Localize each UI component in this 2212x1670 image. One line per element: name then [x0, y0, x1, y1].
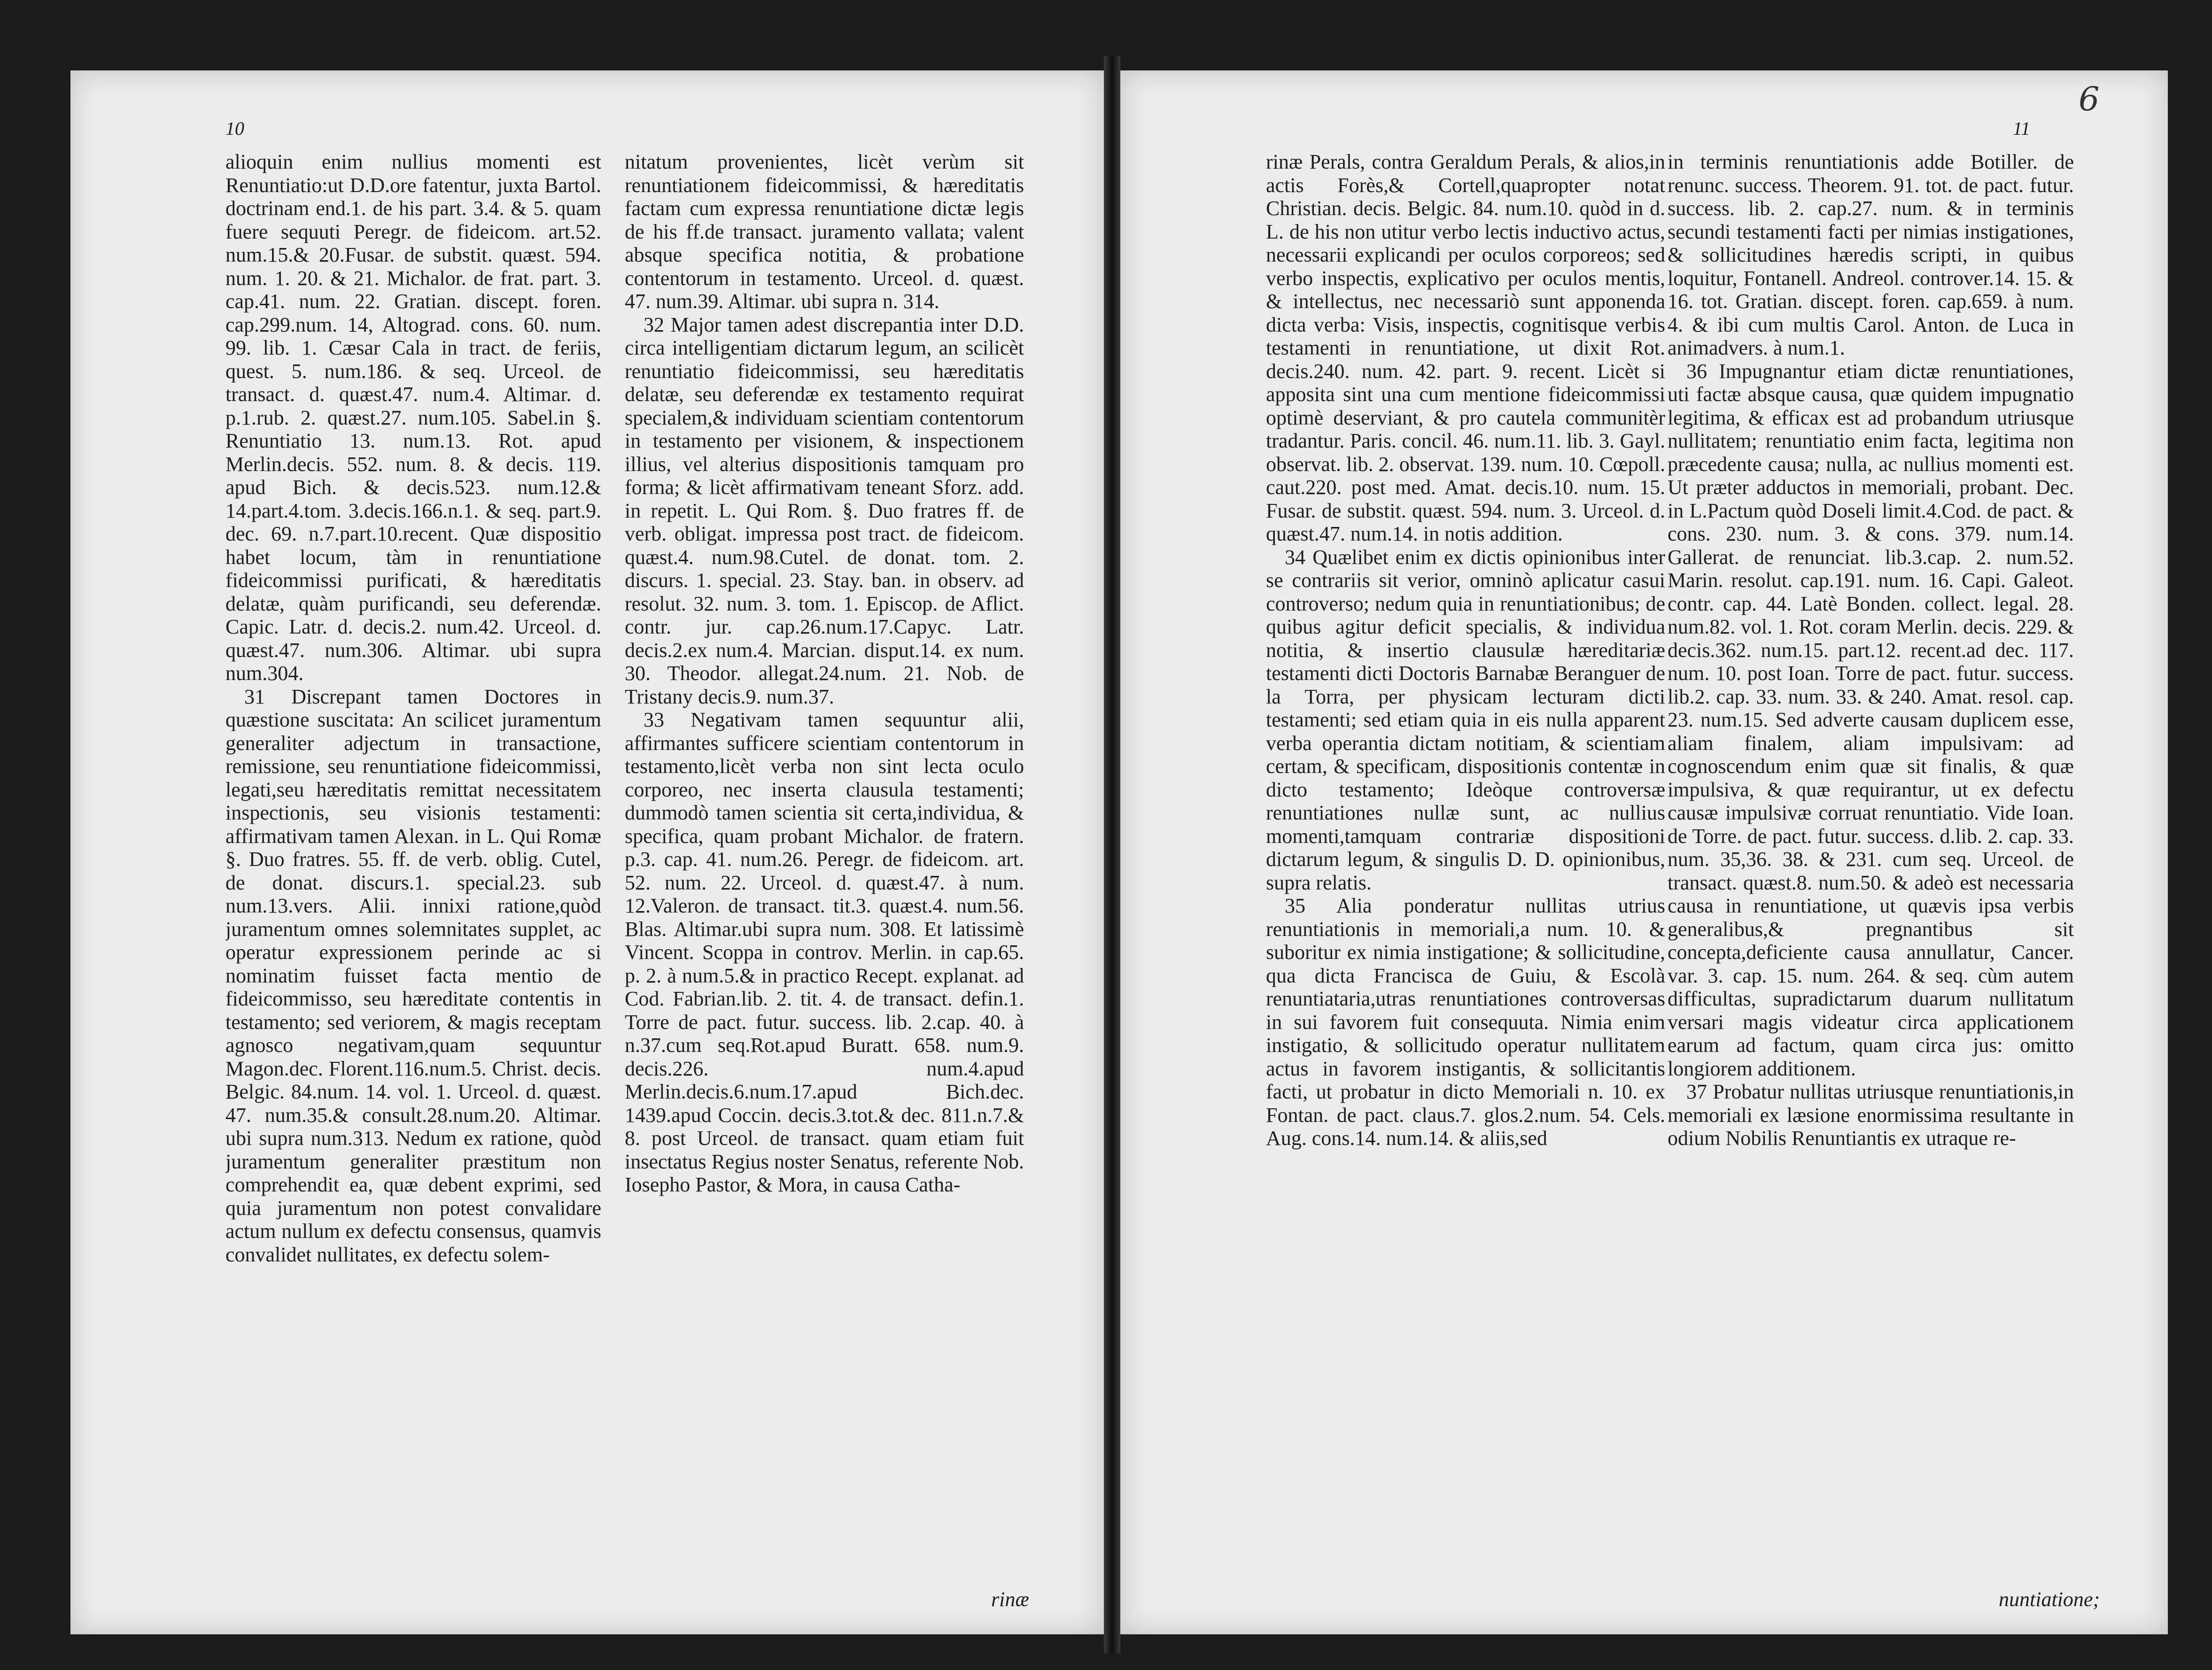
right-page: [1120, 70, 2168, 1634]
left-column: [225, 150, 601, 1597]
paragraph: 35 Alia ponderatur nullitas utrius renuntiationis in memoriali,a num. 10. & suboritur ex nimia instigatione; & sollicitudine, qua dicta Francisca de Guiu, & Escolà renuntiataria,utras renuntiationes controversas in sui favorem fuit consequuta. Nimia enim instigatio, & sollicitudo operatur nullitatem actus in favorem instigantis, & sollicitantis facti, ut probatur in dicto Memoriali n. 10. ex Fontan. de pact. claus.7. glos.2.num. 54. Cels. Aug. cons.14. num.14. & aliis,sed: [1266, 894, 1665, 1150]
paragraph: in terminis renuntiationis adde Botiller. de renunc. success. Theorem. 91. tot. de pact. futur. success. lib. 2. cap.27. num. & in terminis secundi testamenti facti per nimias instigationes, & sollicitudines hæredis scripti, in quibus loquitur, Fontanell. Andreol. controver.14. 15. & 16. tot. Gratian. discept. foren. cap.659. à num. 4. & ibi cum multis Carol. Anton. de Luca in animadvers. à num.1.: [1668, 150, 2074, 359]
paragraph: nitatum provenientes, licèt verùm sit renuntiationem fideicommissi, & hæreditatis factam cum expressa renuntiatione dictæ legis de his ff.de transact. juramento vallata; valent absque specifica notitia, & probatione contentorum in testamento. Urceol. d. quæst. 47. num.39. Altimar. ubi supra n. 314.: [625, 150, 1024, 313]
page-number: 10: [225, 118, 244, 139]
paragraph: 34 Quælibet enim ex dictis opinionibus inter se contrariis sit verior, omninò aplicatur casui controverso; nedum quia in renuntiationibus; de quibus agitur deficit specialis, & individua notitia, & insertio clausulæ hæreditariæ testamenti dicti Doctoris Barnabæ Beranguer de la Torra, per physicam lecturam dicti testamenti; sed etiam quia in eis nulla apparent verba operantia dictam notitiam, & scientiam certam, & specificam, dispositionis contentæ in dicto testamento; Ideòque controversæ renuntiationes nullæ sunt, ac nullius momenti,tamquam contrariæ dispositioni dictarum legum, & singulis D. D. opinionibus, supra relatis.: [1266, 545, 1665, 894]
book-gutter: [1104, 56, 1120, 1653]
paragraph: 32 Major tamen adest discrepantia inter D.D. circa intelligentiam dictarum legum, an scilicèt renuntiatio fideicommissi, seu hæreditatis delatæ, seu deferendæ ex testamento requirat specialem,& individuam scientiam contentorum in testamento per visionem, & inspectionem illius, vel alterius dispositionis tamquam pro forma; & licèt affirmativam teneant Sforz. add. in repetit. L. Qui Rom. §. Duo fratres ff. de verb. obligat. impressa post tract. de fideicom. quæst.4. num.98.Cutel. de donat. tom. 2. discurs. 1. special. 23. Stay. ban. in observ. ad resolut. 32. num. 3. tom. 1. Episcop. de Aflict. contr. jur. cap.26.num.17.Capyc. Latr. decis.2.ex num.4. Marcian. disput.14. ex num. 30. Theodor. allegat.24.num. 21. Nob. de Tristany decis.9. num.37.: [625, 313, 1024, 708]
page-number: 11: [2013, 118, 2031, 139]
left-column: [1266, 150, 1665, 1597]
paragraph: 33 Negativam tamen sequuntur alii, affirmantes sufficere scientiam contentorum in testamento,licèt verba non sint lecta oculo corporeo, nec inserta clausula testamenti; dummodò tamen scientia sit certa,individua, & specifica, quam probant Michalor. de fratern. p.3. cap. 41. num.26. Peregr. de fideicom. art. 52. num. 22. Urceol. d. quæst.47. à num. 12.Valeron. de transact. tit.3. quæst.4. num.56. Blas. Altimar.ubi supra num. 308. Et latissimè Vincent. Scoppa in controv. Merlin. in cap.65. p. 2. à num.5.& in practico Recept. explanat. ad Cod. Fabrian.lib. 2. tit. 4. de transact. defin.1. Torre de pact. futur. success. lib. 2.cap. 40. à n.37.cum seq.Rot.apud Buratt. 658. num.9. decis.226. num.4.apud Merlin.decis.6.num.17.apud Bich.dec. 1439.apud Coccin. decis.3.tot.& dec. 811.n.7.& 8. post Urceol. de transact. quam etiam fuit insectatus Regius noster Senatus, referente Nob. Iosepho Pastor, & Mora, in causa Catha-: [625, 708, 1024, 1196]
catchword: rinæ: [991, 1588, 1029, 1611]
paragraph: alioquin enim nullius momenti est Renuntiatio:ut D.D.ore fatentur, juxta Bartol. doctrinam end.1. de his part. 3.4. & 5. quam fuere sequuti Peregr. de fideicom. art.52. num.15.& 20.Fusar. de substit. quæst. 594. num. 1. 20. & 21. Michalor. de frat. part. 3. cap.41. num. 22. Gratian. discept. foren. cap.299.num. 14, Altograd. cons. 60. num. 99. lib. 1. Cæsar Cala in tract. de feriis, quest. 5. num.186. & seq. Urceol. de transact. d. quæst.47. num.4. Altimar. d. p.1.rub. 2. quæst.27. num.105. Sabel.in §. Renuntiatio 13. num.13. Rot. apud Merlin.decis. 552. num. 8. & decis. 119. apud Bich. & decis.523. num.12.& 14.part.4.tom. 3.decis.166.n.1. & seq. part.9. dec. 69. n.7.part.10.recent. Quæ dispositio habet locum, tàm in renuntiatione fideicommissi purificati, & hæreditatis delatæ, quàm purificandi, seu deferendæ. Capic. Latr. d. decis.2. num.42. Urceol. d. quæst.47. num.306. Altimar. ubi supra num.304.: [225, 150, 601, 685]
right-column: [1668, 150, 2074, 1597]
right-column: [625, 150, 1024, 1597]
paragraph: 36 Impugnantur etiam dictæ renuntiationes, uti factæ absque causa, quæ quidem impugnatio legitima, & efficax est ad probandum utriusque nullitatem; renuntiatio enim facta, legitima non præcedente causa; nulla, ac nullius momenti est. Ut præter adductos in memoriali, probant. Dec. in L.Pactum quòd Doseli limit.4.Cod. de pact. & cons. 230. num. 3. & cons. 379. num.14. Gallerat. de renunciat. lib.3.cap. 2. num.52. Marin. resolut. cap.191. num. 16. Capi. Galeot. contr. cap. 44. Latè Bonden. collect. legal. 28. num.82. vol. 1. Rot. coram Merlin. decis. 229. & decis.362. num.15. part.12. recent.ad dec. 117. num. 10. post Ioan. Torre de pact. futur. success. lib.2. cap. 33. num. 33. & 240. Amat. resol. cap. 23. num.15. Sed adverte causam duplicem esse, aliam finalem, aliam impulsivam: ad cognoscendum enim quæ sit finalis, & quæ impulsiva, & quæ requirantur, ut ex defectu causæ impulsivæ corruat renuntiatio. Vide Ioan. de Torre. de pact. futur. success. d.lib. 2. cap. 33. num. 35,36. 38. & 231. cum seq. Urceol. de transact. quæst.8. num.50. & adeò est necessaria causa in renuntiatione, ut quævis ipsa verbis generalibus,& pregnantibus sit concepta,deficiente causa annullatur, Cancer. var. 3. cap. 15. num. 264. & seq. cùm autem difficultas, supradictarum duarum nullitatum versari magis videatur circa applicationem earum ad factum, quam circa jus: omitto longiorem additionem.: [1668, 359, 2074, 1080]
catchword: nuntiatione;: [1999, 1588, 2100, 1611]
paragraph: rinæ Perals, contra Geraldum Perals, & alios,in actis Forès,& Cortell,quapropter notat Christian. decis. Belgic. 84. num.10. quòd in d. L. de his non utitur verbo lectis inductivo actus, necessarii explicandi per oculos corporeos; sed verbo inspectis, explicativo per oculos mentis, & intellectus, nec necessariò sunt apponenda dicta verba: Visis, inspectis, cognitisque verbis testamenti in renuntiatione, ut dixit Rot. decis.240. num. 42. part. 9. recent. Licèt si apposita sint una cum mentione fideicommissi optimè deserviant, & pro cautela communitèr tradantur. Paris. concil. 46. num.11. lib. 3. Gayl. observat. lib. 2. observat. 139. num. 10. Cœpoll. caut.220. post med. Amat. decis.10. num. 15. Fusar. de substit. quæst. 594. num. 3. Urceol. d. quæst.47. num.14. in notis addition.: [1266, 150, 1665, 545]
paragraph: 31 Discrepant tamen Doctores in quæstione suscitata: An scilicet juramentum generaliter adjectum in transactione, remissione, seu renuntiatione fideicommissi, legati,seu hæreditatis remittat necessitatem inspectionis, seu visionis testamenti: affirmativam tamen Alexan. in L. Qui Romæ §. Duo fratres. 55. ff. de verb. oblig. Cutel, de donat. discurs.1. special.23. sub num.13.vers. Alii. innixi ratione,quòd juramentum omnes solemnitates supplet, ac operatur expressionem perinde ac si nominatim fuisset facta mentio de fideicommisso, seu hæreditate contentis in testamento; sed veriorem, & magis receptam agnosco negativam,quam sequuntur Magon.dec. Florent.116.num.5. Christ. decis. Belgic. 84.num. 14. vol. 1. Urceol. d. quæst. 47. num.35.& consult.28.num.20. Altimar. ubi supra num.313. Nedum ex ratione, quòd juramentum generaliter præstitum non comprehendit ea, quæ debent exprimi, sed quia juramentum non potest convalidare actum nullum ex defectu consensus, quamvis convalidet nullitates, ex defectu solem-: [225, 685, 601, 1266]
paragraph: 37 Probatur nullitas utriusque renuntiationis,in memoriali ex læsione enormissima resultante in odium Nobilis Renuntiantis ex utraque re-: [1668, 1080, 2074, 1150]
left-page: [70, 70, 1104, 1634]
handwritten-folio-number: 6: [2079, 80, 2100, 118]
